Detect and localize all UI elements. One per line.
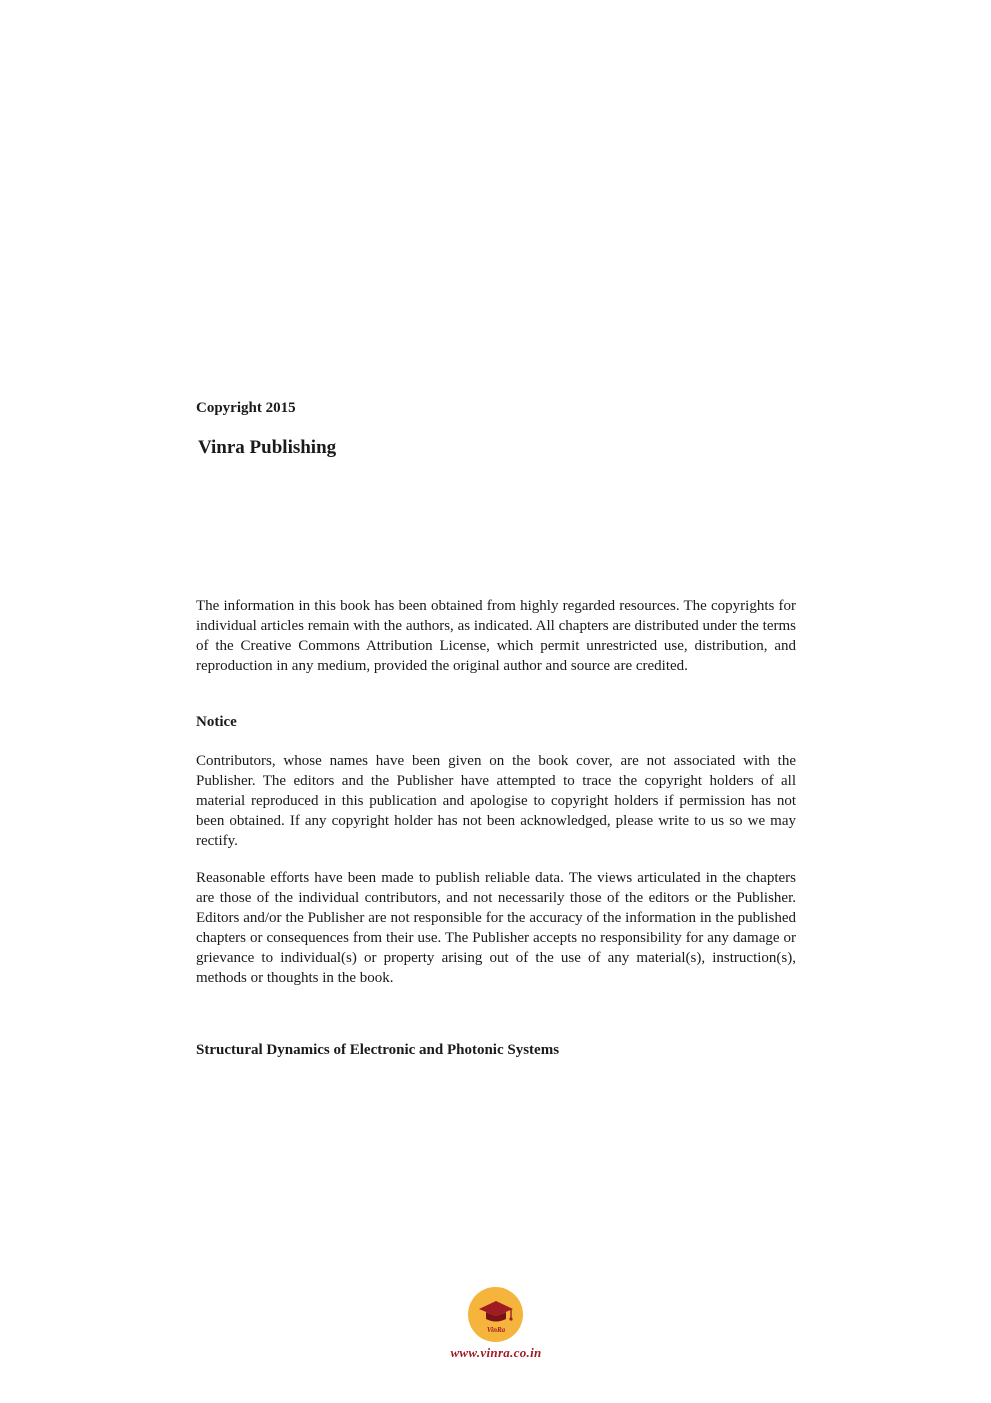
website-url[interactable]: www.vinra.co.in	[450, 1345, 542, 1360]
graduation-cap-icon	[468, 1287, 523, 1342]
copyright-line: Copyright 2015	[196, 400, 296, 416]
contributors-paragraph: Contributors, whose names have been given on the book cover, are not associated with the Publisher. The editors and the Publisher have attempted to trace the copyright holders of all material reproduced in this publication and apologise to copyright holders if permission has not been obtained. If any copyright holder has not been acknowledged, please write to us so we may rectify.	[196, 753, 796, 849]
info-paragraph: The information in this book has been obtained from highly regarded resources. The copyrights for individual articles remain with the authors, as indicated. All chapters are distributed under the terms of the Creative Commons Attribution License, which permit unrestricted use, distribution, and reproduction in any medium, provided the original author and source are credited.	[196, 598, 796, 674]
logo-text: VinRa	[486, 1326, 506, 1334]
disclaimer-paragraph: Reasonable efforts have been made to publish reliable data. The views articulated in the chapters are those of the individual contributors, and not necessarily those of the editors or the Publisher. Editors and/or the Publisher are not responsible for the accuracy of the information in the published chapters or consequences from their use. The Publisher accepts no responsibility for any damage or grievance to individual(s) or property arising out of the use of any material(s), instruction(s), methods or thoughts in the book.	[196, 870, 796, 986]
publisher-logo	[468, 1287, 523, 1342]
publisher-name: Vinra Publishing	[198, 437, 337, 458]
book-title: Structural Dynamics of Electronic and Photonic Systems	[196, 1042, 560, 1058]
notice-heading: Notice	[196, 714, 237, 730]
